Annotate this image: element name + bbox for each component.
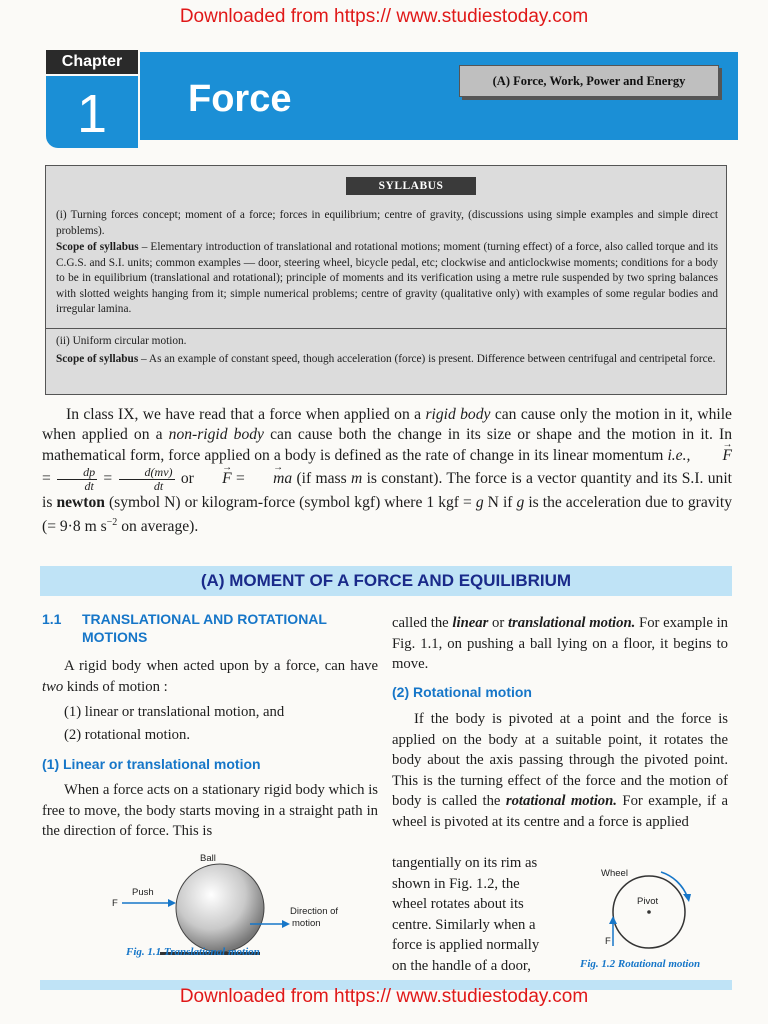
fig1-ball [176, 864, 264, 952]
right-para-3-line-4: centre. Similarly when a [392, 916, 536, 933]
intro-text-9: on average). [117, 518, 199, 536]
right-para-2-a: If the body is pivoted at a point and the force is applied on the body at a suitable point, it rotates the body about the axis passing through the pivoted point. This is the turning effect of the force and the motion of body is called the [392, 711, 728, 809]
scope-1-label: Scope of syllabus [56, 241, 139, 253]
figure-1-2-caption: Fig. 1.2 Rotational motion [580, 958, 701, 970]
heading-1-1-number: 1.1 [42, 611, 62, 627]
right-para-2-b: For example, if a wheel is pivoted at its centre and a force is applied [392, 793, 728, 830]
fig2-rotation-arrowhead [683, 894, 691, 902]
denominator-dt-2: dt [153, 478, 164, 493]
syllabus-title: SYLLABUS [346, 177, 476, 195]
right-para-3-line-1: tangentially on its rim as [392, 855, 538, 871]
right-para-1 [392, 613, 728, 675]
figure-1-2 [575, 862, 725, 960]
fig2-rotation-arrow [661, 872, 687, 896]
syllabus-item-1 [56, 208, 718, 239]
left-para-2: When a force acts on a stationary rigid body which is free to move, the body starts moving in a straight path in the direction of force. This is [42, 782, 378, 839]
right-translational: translational motion. [507, 615, 636, 631]
intro-nonrigid: non-rigid body [168, 426, 264, 444]
intro-sup: −2 [106, 517, 118, 529]
list-item-1: (1) linear or translational motion, and [64, 704, 285, 720]
left-two: two [42, 678, 64, 695]
intro-text-4: (if mass [292, 469, 351, 487]
intro-text-7: N if [483, 493, 517, 511]
ma-vector: → ma [249, 469, 292, 489]
fraction-dp-dt [57, 466, 97, 493]
syllabus-box [45, 165, 727, 395]
syllabus-item-1-text: (i) Turning forces concept; moment of a force; forces in equilibrium; centre of gravity, (discussions using simple examples and simple direct problems). [56, 209, 718, 237]
left-para-1-a: A rigid body when acted upon by a force, can have [64, 658, 378, 674]
heading-1-1-line2: MOTIONS [82, 629, 148, 645]
denominator-dt-1: dt [84, 478, 94, 493]
right-para-1-c: For example in Fig. 1.1, on pushing a ball lying on a floor, it begins to move. [392, 615, 728, 672]
scope-2-text: – As an example of constant speed, though acceleration (force) is present. Difference between centrifugal and centripetal force. [138, 353, 716, 365]
fig1-f-label: F [112, 898, 118, 909]
or-text: or [176, 469, 199, 487]
equals-3: = [231, 469, 250, 487]
fig1-ball-label: Ball [200, 853, 216, 864]
force-vector-2: → F [198, 469, 232, 489]
chapter-label: Chapter [46, 50, 138, 74]
heading-rotational-motion: (2) Rotational motion [392, 684, 532, 700]
list-item-2: (2) rotational motion. [64, 727, 191, 743]
fig2-force-arrowhead [609, 916, 617, 924]
fig2-wheel-label: Wheel [601, 868, 628, 879]
syllabus-item-2-text: (ii) Uniform circular motion. [56, 335, 187, 347]
right-para-1-b: or [488, 615, 508, 631]
numerator-dp: dp [57, 466, 97, 480]
intro-ie: i.e., [667, 446, 691, 464]
fig1-push-arrowhead [168, 899, 176, 907]
right-para-3-line-2: shown in Fig. 1.2, the [392, 875, 520, 892]
right-para-3-line-3: wheel rotates about its [392, 896, 524, 912]
left-para-1-b: kinds of motion : [63, 678, 168, 695]
intro-g2: g [516, 493, 525, 511]
download-banner-top[interactable]: Downloaded from https:// www.studiestoday.com [179, 6, 589, 27]
intro-rigid: rigid body [425, 406, 491, 423]
numerator-dmv: d(mv) [119, 466, 175, 480]
right-para-3-line-5: force is applied normally [392, 937, 540, 953]
fig2-f-label: F [605, 936, 611, 947]
fraction-dmv-dt [119, 466, 175, 493]
intro-paragraph [42, 405, 732, 538]
intro-g1: g [475, 493, 484, 511]
right-para-3 [392, 853, 562, 976]
fig1-motion-arrowhead [282, 920, 290, 928]
fig1-direction-label-1: Direction of [290, 906, 339, 917]
left-para-1 [42, 656, 378, 697]
heading-1-1-line1: TRANSLATIONAL AND ROTATIONAL [82, 611, 327, 627]
intro-text-3: can cause both the change in its size or shape and the motion in it. In mathematical form, force applied on a body is defined as the rate of change in its linear momentum [42, 426, 732, 464]
right-para-3-line-6: on the handle of a door, [392, 957, 531, 974]
intro-text-8: is the acceleration due to gravity (= 9·8 m s [42, 493, 733, 536]
topic-box: (A) Force, Work, Power and Energy [459, 65, 719, 97]
heading-linear-motion: (1) Linear or translational motion [42, 756, 261, 772]
chapter-title: Force [188, 78, 292, 120]
equals-2: = [99, 469, 117, 487]
right-para-1-a: called the [392, 615, 453, 631]
fig2-pivot-label: Pivot [637, 896, 659, 907]
right-rotational: rotational motion. [505, 793, 617, 809]
fig2-pivot-dot [647, 910, 651, 914]
intro-text-6: (symbol N) or kilogram-force (symbol kgf) where 1 kgf = [104, 493, 476, 511]
equals-1: = [42, 469, 56, 487]
syllabus-scope-2 [56, 352, 718, 368]
right-linear: linear [452, 615, 489, 631]
force-vector: → F [698, 446, 732, 466]
intro-text-5: is constant). The force is a vector quantity and its S.I. unit is [42, 469, 732, 511]
intro-text-1: In class IX, we have read that a force when applied on a [66, 406, 426, 423]
chapter-number: 1 [46, 76, 138, 148]
scope-2-label: Scope of syllabus [56, 353, 139, 365]
download-banner-bottom[interactable]: Downloaded from https:// www.studiestoday.com [179, 986, 589, 1007]
scope-1-text: – Elementary introduction of translational and rotational motions; moment (turning effect) of a force, also called torque and its C.G.S. and S.I. units; common examples — door, steering wheel, bicycle pedal, etc; clockwise and anticlockwise moments; conditions for a body to be in equilibrium (translational and rotational); principle of moments and its verification using a metre rule suspended by two spring balances with slotted weights hanging from it; simple numerical problems; centre of gravity (qualitative only) with examples of some regular bodies and irregular lamina. [56, 241, 719, 315]
syllabus-scope-1 [56, 240, 718, 318]
syllabus-item-2 [56, 334, 718, 350]
section-title: (A) MOMENT OF A FORCE AND EQUILIBRIUM [200, 571, 572, 590]
right-para-2 [392, 709, 728, 832]
intro-m: m [351, 469, 363, 487]
intro-text-2: can cause only the motion in it, while when applied on a [42, 406, 732, 444]
heading-1-1 [42, 610, 382, 645]
syllabus-divider [46, 328, 726, 329]
fig1-push-label: Push [132, 887, 154, 898]
figure-1-1-caption: Fig. 1.1 Translational motion [126, 946, 260, 958]
fig1-direction-label-2: motion [292, 918, 321, 929]
figure-1-1 [100, 848, 370, 960]
intro-newton: newton [56, 493, 105, 511]
